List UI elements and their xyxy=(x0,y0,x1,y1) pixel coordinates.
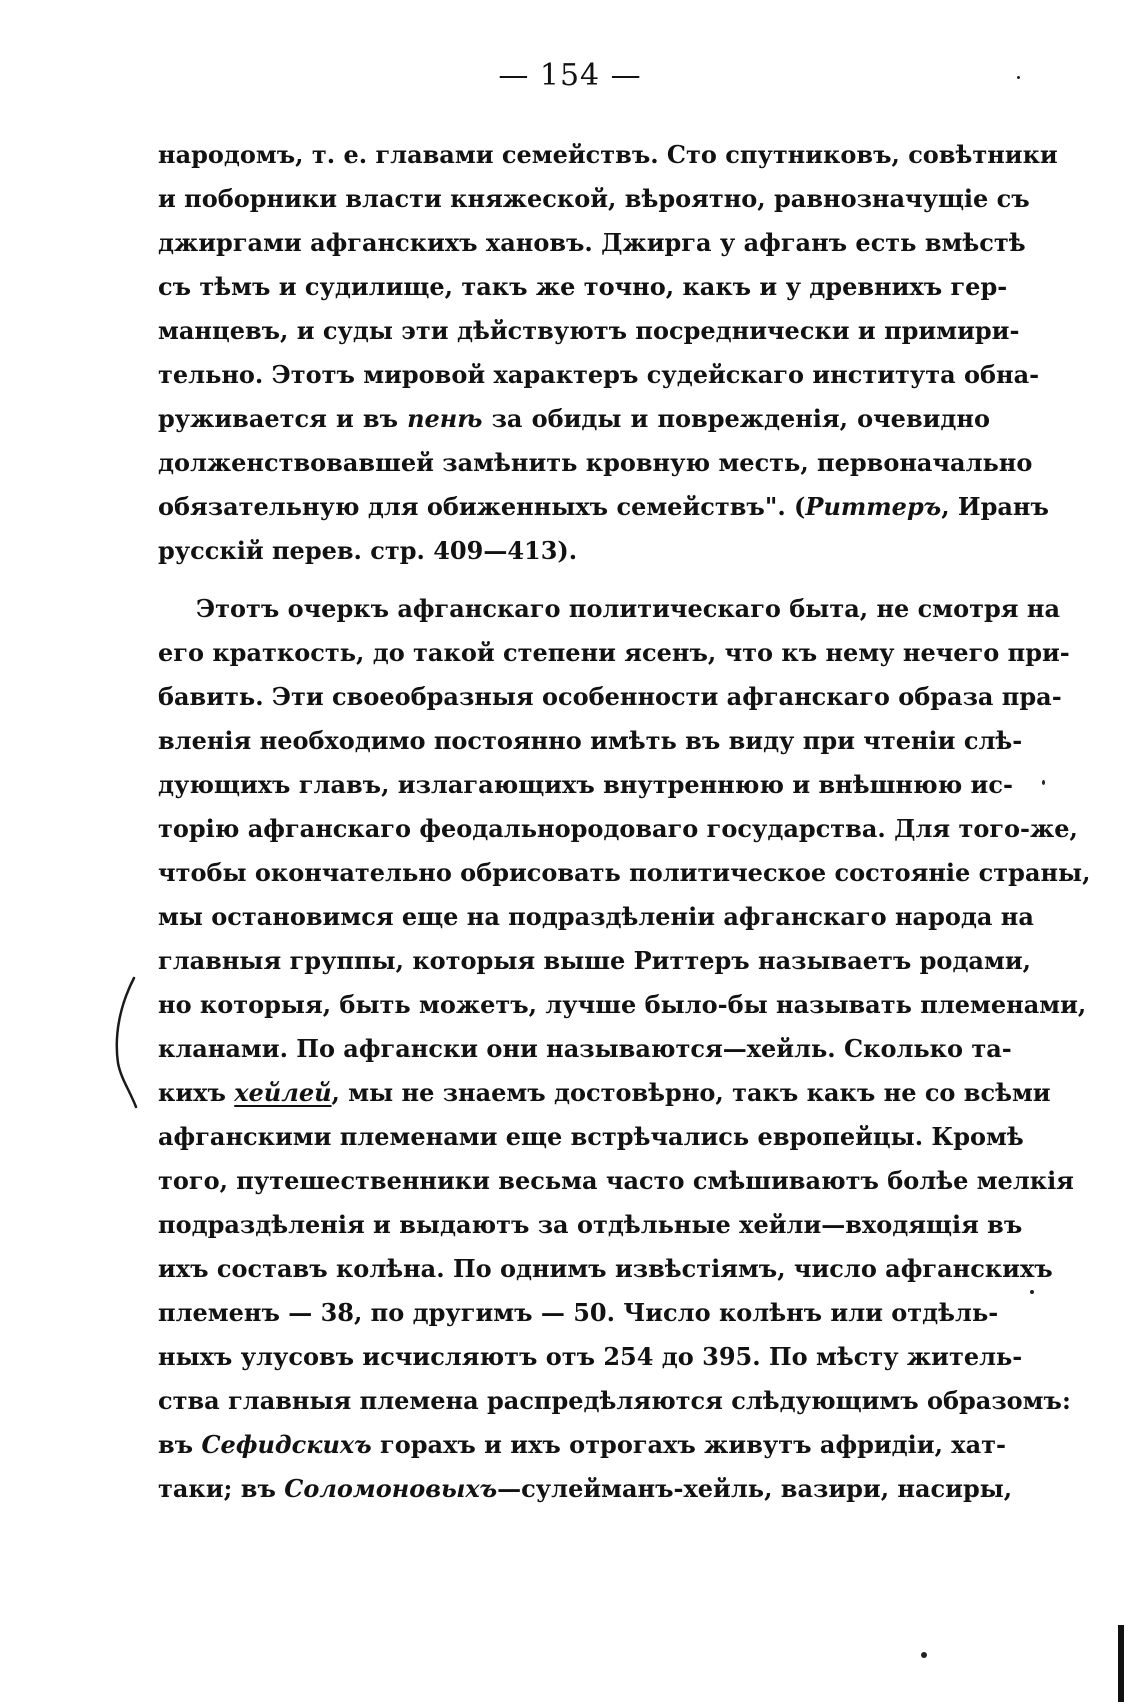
text-segment: ихъ составъ колѣна. По однимъ извѣстіямъ, число афганскихъ xyxy=(158,1254,1053,1283)
text-segment: мы остановимся еще на подраздѣленіи афганскаго народа на xyxy=(158,902,1034,931)
text-line xyxy=(158,221,1026,265)
text-line xyxy=(158,807,1078,851)
text-segment: джиргами афганскихъ хановъ. Джирга у афганъ есть вмѣстѣ xyxy=(158,228,1026,257)
text-line xyxy=(158,763,1013,807)
text-segment: въ xyxy=(158,1430,202,1459)
margin-bracket-mark xyxy=(112,975,152,1110)
text-segment: ства главныя племена распредѣляются слѣдующимъ образомъ: xyxy=(158,1386,1071,1415)
text-segment: русскій перев. стр. 409—413). xyxy=(158,536,578,565)
text-segment: дующихъ главъ, излагающихъ внутреннюю и внѣшнюю ис- xyxy=(158,770,1013,799)
text-segment: но которыя, быть можетъ, лучше было-бы называть племенами, xyxy=(158,990,1087,1019)
text-segment: Этотъ очеркъ афганскаго политическаго быта, не смотря на xyxy=(196,594,1060,623)
text-line xyxy=(158,1203,1023,1247)
text-line xyxy=(158,851,1091,895)
text-line xyxy=(158,309,1020,353)
text-line xyxy=(158,1467,1013,1511)
text-line xyxy=(158,1423,1006,1467)
text-segment: манцевъ, и суды эти дѣйствуютъ посреднически и примири- xyxy=(158,316,1020,345)
text-segment: подраздѣленія и выдаютъ за отдѣльные хейли—входящія въ xyxy=(158,1210,1023,1239)
text-segment: —сулейманъ-хейль, вазири, насиры, xyxy=(497,1474,1013,1503)
text-segment: чтобы окончательно обрисовать политическое состояніе страны, xyxy=(158,858,1091,887)
scan-edge-mark xyxy=(1118,1625,1124,1702)
text-line xyxy=(158,353,1040,397)
text-segment: того, путешественники весьма часто смѣшиваютъ болѣе мелкія xyxy=(158,1166,1074,1195)
text-line xyxy=(158,895,1034,939)
text-segment: тельно. Этотъ мировой характеръ судейскаго института обна- xyxy=(158,360,1040,389)
ink-speck xyxy=(1042,780,1045,785)
text-segment: главныя группы, которыя выше Риттеръ называетъ родами, xyxy=(158,946,1031,975)
text-line xyxy=(158,485,1049,529)
text-segment: горахъ и ихъ отрогахъ живутъ афридіи, хат- xyxy=(371,1430,1006,1459)
text-line xyxy=(158,133,1058,177)
text-line xyxy=(158,631,1070,675)
text-segment: Соломоновыхъ xyxy=(284,1474,498,1503)
text-line xyxy=(158,1115,1024,1159)
text-line xyxy=(158,1027,1012,1071)
text-segment: кланами. По афгански они называются—хейль. Сколько та- xyxy=(158,1034,1012,1063)
text-segment: торію афганскаго феодальнородоваго государства. Для того-же, xyxy=(158,814,1078,843)
text-segment: Риттеръ xyxy=(805,492,942,521)
text-line xyxy=(158,529,990,573)
text-segment: Сефидскихъ xyxy=(201,1430,372,1459)
text-line xyxy=(158,1379,1071,1423)
text-segment: за обиды и поврежденія, очевидно xyxy=(482,404,990,433)
text-segment: руживается и въ xyxy=(158,404,408,433)
text-line xyxy=(158,939,1031,983)
text-line xyxy=(158,265,1008,309)
text-line xyxy=(158,1247,1053,1291)
text-line xyxy=(158,1335,1023,1379)
text-segment: съ тѣмъ и судилище, такъ же точно, какъ и у древнихъ гер- xyxy=(158,272,1008,301)
text-line xyxy=(158,587,1060,631)
text-line xyxy=(158,1159,1074,1203)
text-segment: кихъ xyxy=(158,1078,235,1107)
text-segment: племенъ — 38, по другимъ — 50. Число колѣнъ или отдѣль- xyxy=(158,1298,999,1327)
text-segment: хейлей xyxy=(234,1078,332,1107)
text-line xyxy=(158,1291,999,1335)
text-segment: таки; въ xyxy=(158,1474,285,1503)
text-segment: вленія необходимо постоянно имѣть въ виду при чтеніи слѣ- xyxy=(158,726,1023,755)
text-segment: долженствовавшей замѣнить кровную месть, первоначально xyxy=(158,448,1033,477)
body-text xyxy=(158,133,1091,1511)
text-line xyxy=(158,1071,1051,1115)
paragraph-gap xyxy=(158,573,990,587)
ink-speck xyxy=(1030,1290,1034,1294)
ink-speck xyxy=(921,1652,927,1658)
text-segment: обязательную для обиженныхъ семействъ". ( xyxy=(158,492,806,521)
text-segment: бавить. Эти своеобразныя особенности афганскаго образа пра- xyxy=(158,682,1062,711)
text-segment: пенѣ xyxy=(407,404,483,433)
text-line xyxy=(158,983,1087,1027)
page-number: — 154 — xyxy=(498,58,642,93)
text-line xyxy=(158,177,1030,221)
text-line xyxy=(158,675,1062,719)
text-segment: его краткость, до такой степени ясенъ, что къ нему нечего при- xyxy=(158,638,1070,667)
text-line xyxy=(158,397,990,441)
text-line xyxy=(158,719,1023,763)
text-segment: народомъ, т. е. главами семействъ. Сто спутниковъ, совѣтники xyxy=(158,140,1058,169)
text-segment: и поборники власти княжеской, вѣроятно, равнозначущіе съ xyxy=(158,184,1030,213)
text-line xyxy=(158,441,1033,485)
text-segment: ныхъ улусовъ исчисляютъ отъ 254 до 395. По мѣсту житель- xyxy=(158,1342,1023,1371)
ink-speck xyxy=(1017,76,1020,79)
text-segment: , мы не знаемъ достовѣрно, такъ какъ не со всѣми xyxy=(331,1078,1051,1107)
text-segment: , Иранъ xyxy=(941,492,1049,521)
text-segment: афганскими племенами еще встрѣчались европейцы. Кромѣ xyxy=(158,1122,1024,1151)
